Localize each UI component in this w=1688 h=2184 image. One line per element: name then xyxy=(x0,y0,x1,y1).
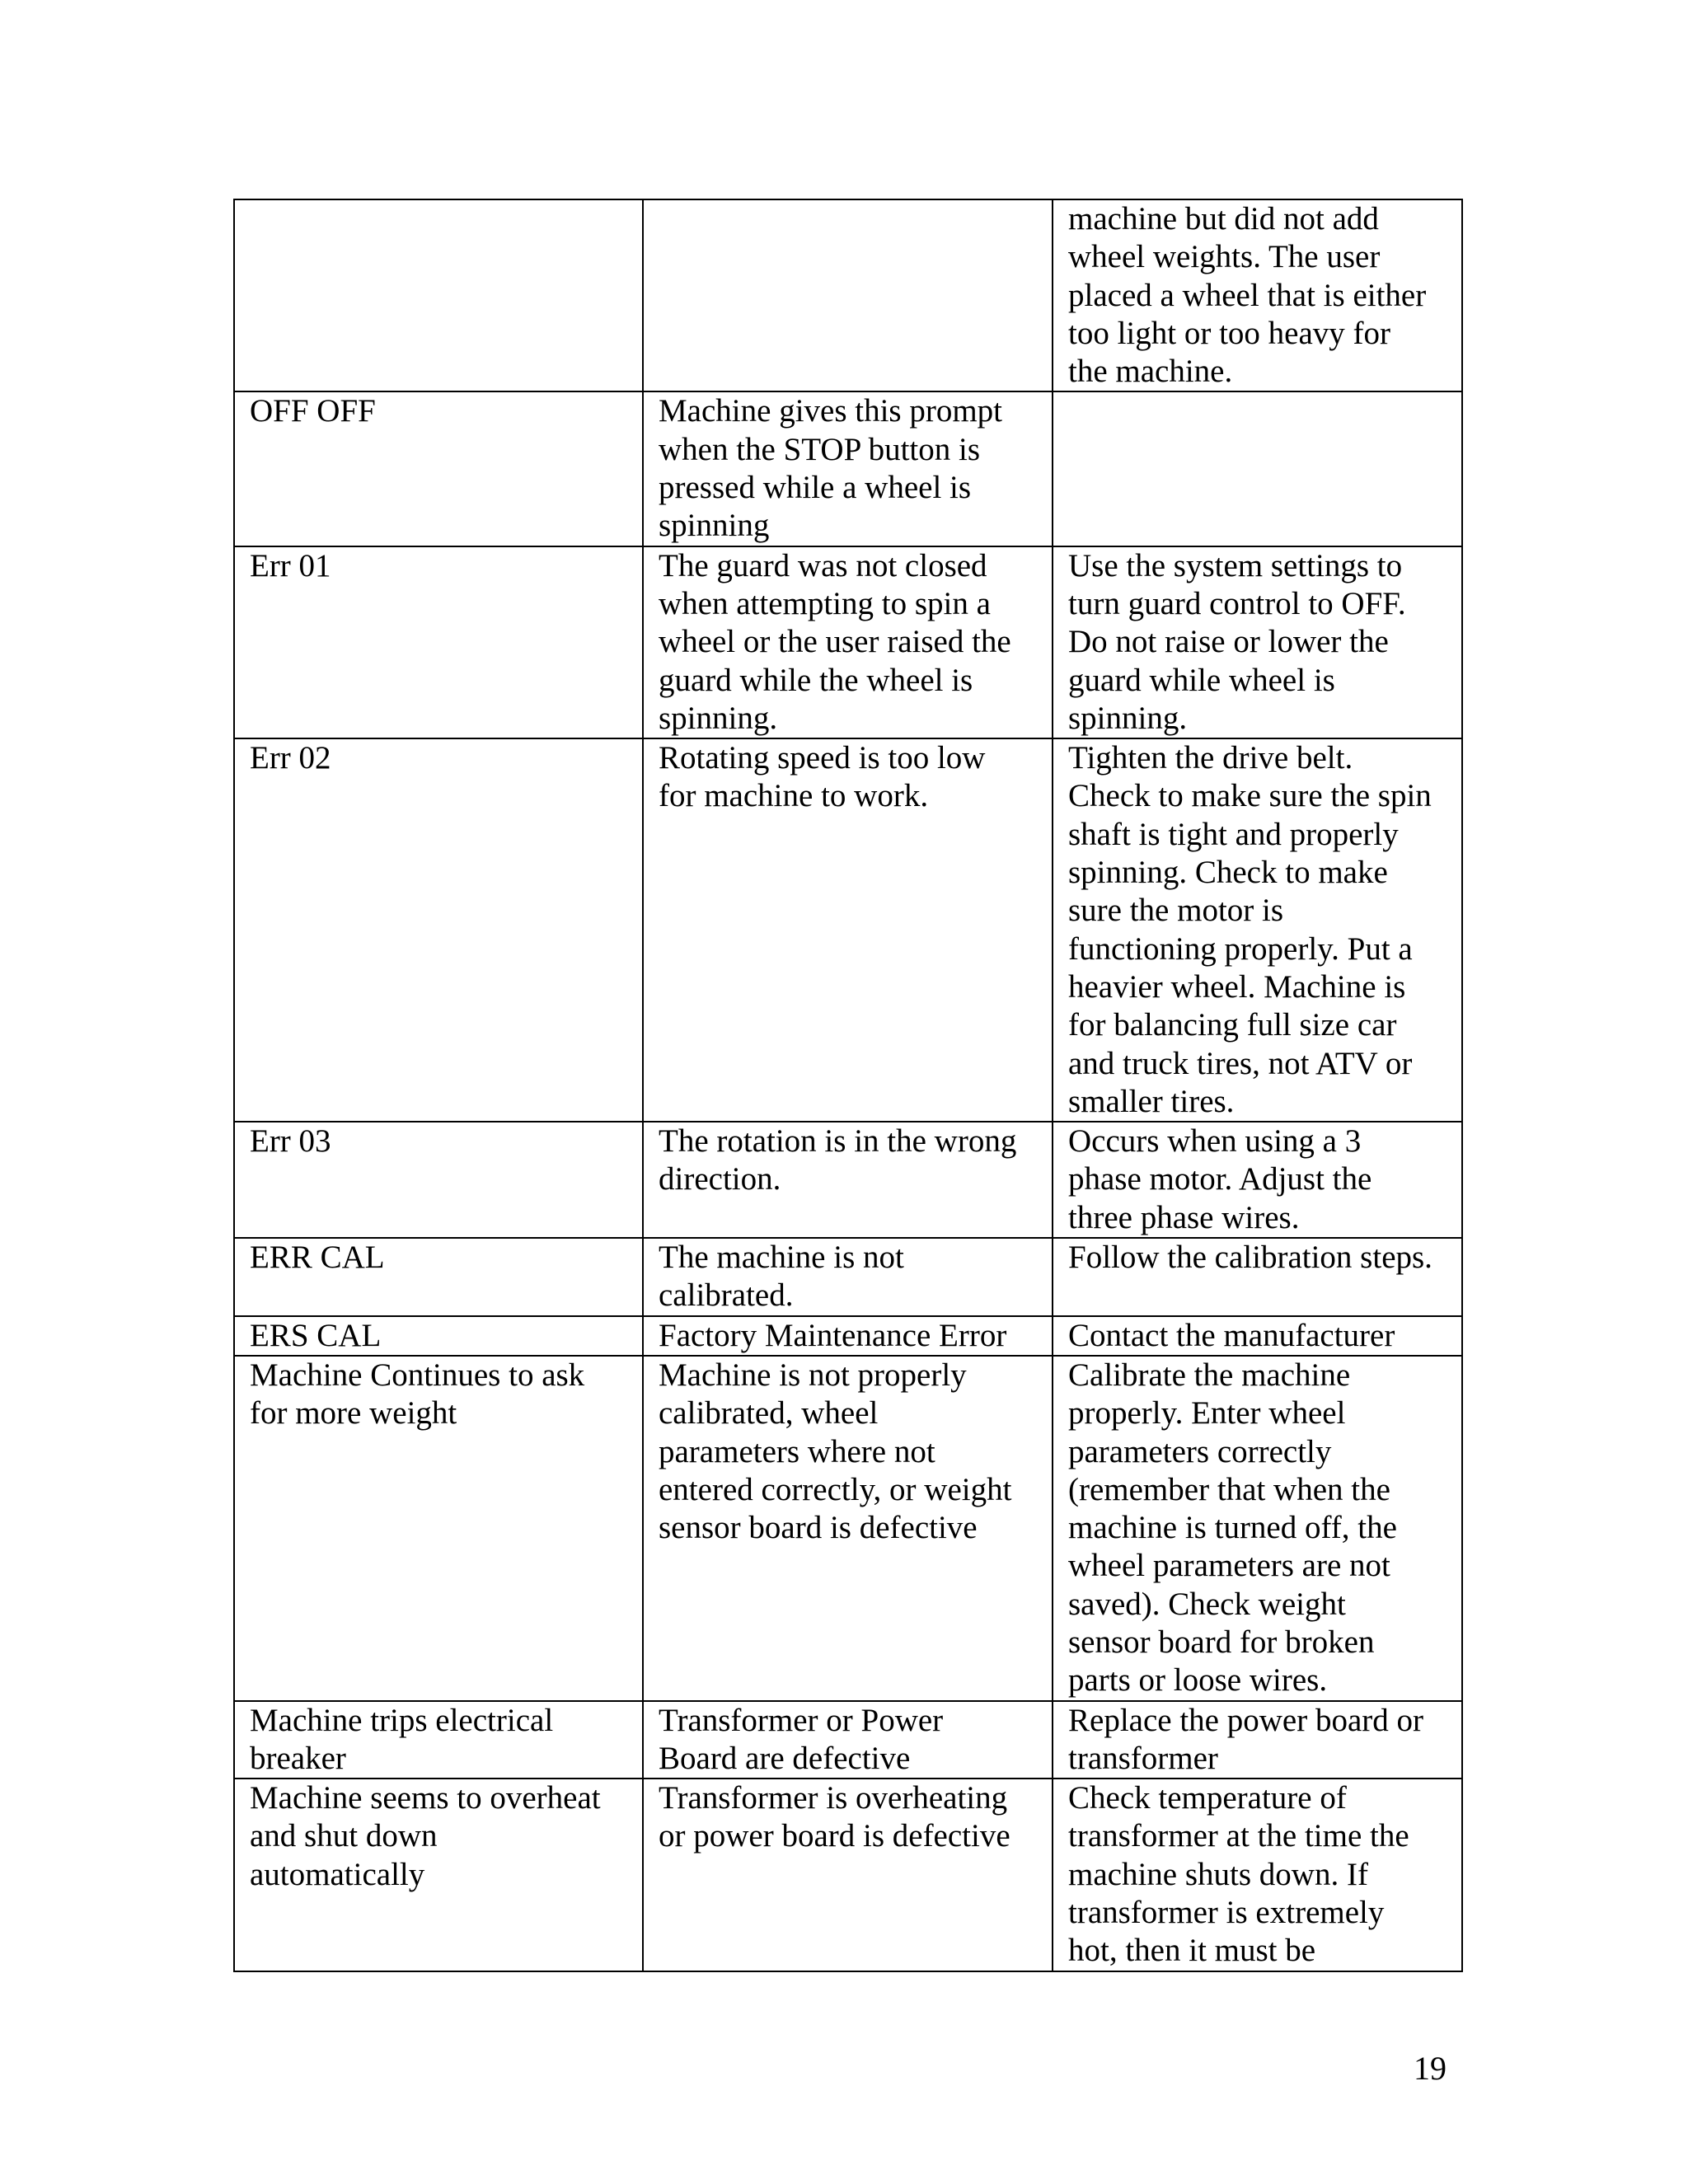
solution-cell: Use the system settings to turn guard control to OFF. Do not raise or lower the guard while wheel is spinning. xyxy=(1053,546,1462,738)
cause-cell: The machine is not calibrated. xyxy=(643,1238,1053,1316)
error-code-cell: Machine Continues to ask for more weight xyxy=(234,1356,643,1701)
error-code-cell: Machine trips electrical breaker xyxy=(234,1701,643,1779)
error-code-cell: OFF OFF xyxy=(234,391,643,546)
table-row xyxy=(234,391,1462,546)
error-code-cell: Err 02 xyxy=(234,738,643,1122)
table-row xyxy=(234,1356,1462,1701)
page-number: 19 xyxy=(1414,2050,1447,2087)
cause-cell: Machine gives this prompt when the STOP button is pressed while a wheel is spinning xyxy=(643,391,1053,546)
error-code-cell: ERR CAL xyxy=(234,1238,643,1316)
cause-cell: Rotating speed is too low for machine to work. xyxy=(643,738,1053,1122)
table-row xyxy=(234,1238,1462,1316)
cause-cell: The rotation is in the wrong direction. xyxy=(643,1122,1053,1238)
solution-cell: Calibrate the machine properly. Enter wheel parameters correctly (remember that when the machine is turned off, the wheel parameters are not saved). Check weight sensor board for broken parts or loose wires. xyxy=(1053,1356,1462,1701)
error-code-cell xyxy=(234,199,643,391)
solution-cell: Contact the manufacturer xyxy=(1053,1316,1462,1356)
table-row xyxy=(234,546,1462,738)
cause-cell: Machine is not properly calibrated, wheel parameters where not entered correctly, or weight sensor board is defective xyxy=(643,1356,1053,1701)
solution-cell: Check temperature of transformer at the time the machine shuts down. If transformer is extremely hot, then it must be xyxy=(1053,1779,1462,1971)
table-row xyxy=(234,1701,1462,1779)
table-row xyxy=(234,1779,1462,1971)
solution-cell: Replace the power board or transformer xyxy=(1053,1701,1462,1779)
solution-cell: machine but did not add wheel weights. The user placed a wheel that is either too light or too heavy for the machine. xyxy=(1053,199,1462,391)
cause-cell: The guard was not closed when attempting to spin a wheel or the user raised the guard while the wheel is spinning. xyxy=(643,546,1053,738)
cause-cell: Factory Maintenance Error xyxy=(643,1316,1053,1356)
table-row xyxy=(234,1316,1462,1356)
troubleshooting-table xyxy=(233,199,1463,1972)
table-row xyxy=(234,738,1462,1122)
error-code-cell: Err 03 xyxy=(234,1122,643,1238)
error-code-cell: ERS CAL xyxy=(234,1316,643,1356)
solution-cell: Tighten the drive belt. Check to make sure the spin shaft is tight and properly spinning. Check to make sure the motor is functioning properly. Put a heavier wheel. Machine is for balancing full size car and truck tires, not ATV or smaller tires. xyxy=(1053,738,1462,1122)
cause-cell: Transformer is overheating or power board is defective xyxy=(643,1779,1053,1971)
cause-cell: Transformer or Power Board are defective xyxy=(643,1701,1053,1779)
error-code-cell: Machine seems to overheat and shut down automatically xyxy=(234,1779,643,1971)
table-body xyxy=(234,199,1462,1971)
error-code-cell: Err 01 xyxy=(234,546,643,738)
table-row xyxy=(234,199,1462,391)
solution-cell: Occurs when using a 3 phase motor. Adjust the three phase wires. xyxy=(1053,1122,1462,1238)
solution-cell xyxy=(1053,391,1462,546)
solution-cell: Follow the calibration steps. xyxy=(1053,1238,1462,1316)
table-row xyxy=(234,1122,1462,1238)
cause-cell xyxy=(643,199,1053,391)
